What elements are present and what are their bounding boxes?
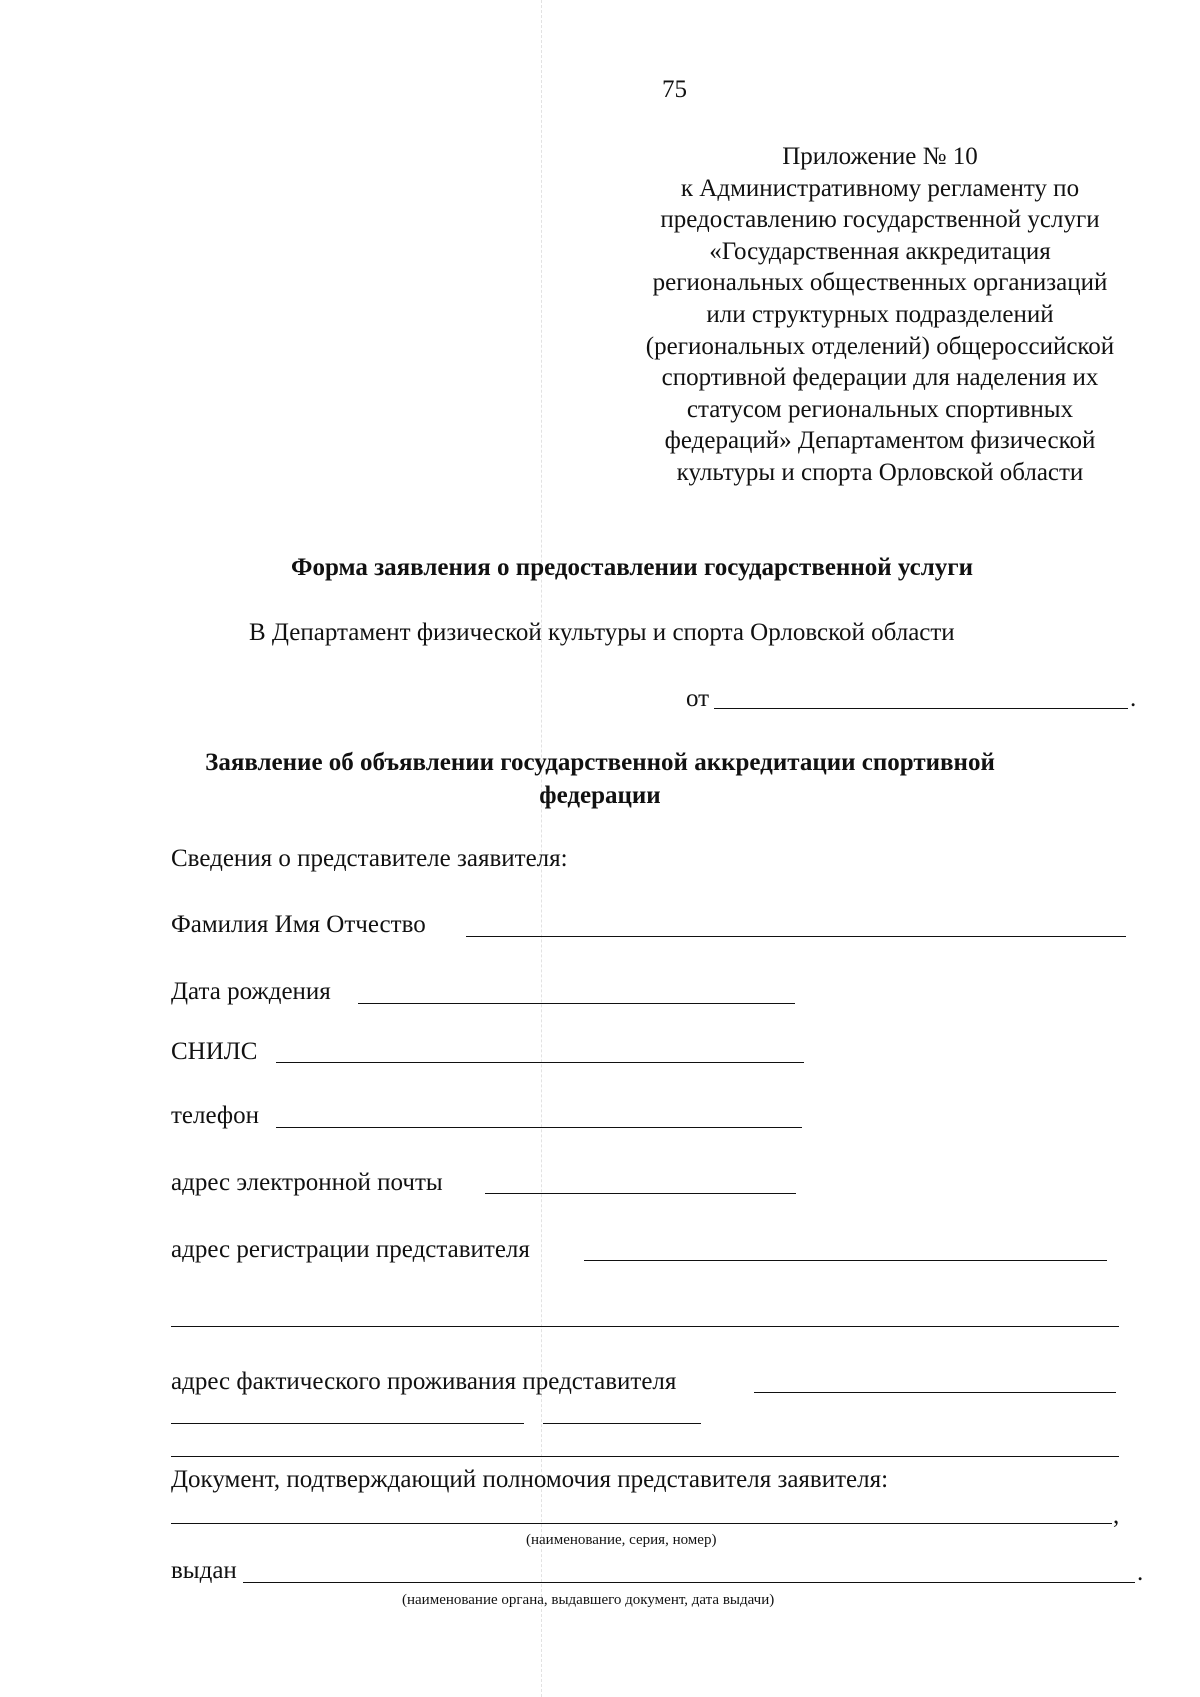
birth-date-field[interactable] (358, 1003, 795, 1004)
document-line-comma: , (1113, 1502, 1120, 1529)
phone-label: телефон (171, 1102, 259, 1129)
appendix-line: к Административному регламенту по (680, 174, 1080, 202)
actual-address-field-continued-2[interactable] (171, 1456, 1119, 1457)
document-label: Документ, подтверждающий полномочия представителя заявителя: (171, 1466, 889, 1493)
actual-address-field[interactable] (754, 1392, 1116, 1393)
from-label: от (686, 685, 710, 712)
form-title: Форма заявления о предоставлении государственной услуги (291, 554, 973, 581)
appendix-line: статусом региональных спортивных (686, 395, 1074, 423)
appendix-line: федераций» Департаментом физической (664, 427, 1096, 455)
full-name-label: Фамилия Имя Отчество (171, 911, 426, 938)
appendix-line: (региональных отделений) общероссийской (645, 332, 1115, 360)
page-number: 75 (662, 76, 687, 103)
appendix-line: «Государственная аккредитация (709, 237, 1051, 265)
phone-field[interactable] (276, 1127, 802, 1128)
appendix-line: спортивной федерации для наделения их (661, 364, 1099, 392)
document-field[interactable] (171, 1523, 1112, 1524)
issued-field[interactable] (243, 1582, 1135, 1583)
appendix-line: региональных общественных организаций (652, 269, 1108, 297)
full-name-field[interactable] (466, 936, 1126, 937)
issued-label: выдан (171, 1557, 237, 1584)
snils-field[interactable] (276, 1062, 804, 1063)
birth-date-label: Дата рождения (171, 978, 331, 1005)
actual-address-field-continued-a[interactable] (171, 1423, 524, 1424)
appendix-line: или структурных подразделений (706, 300, 1054, 328)
reg-address-field[interactable] (584, 1260, 1107, 1261)
appendix-line: Приложение № 10 (782, 143, 978, 170)
issued-end-dot: . (1137, 1559, 1144, 1586)
representative-heading: Сведения о представителе заявителя: (171, 845, 568, 872)
reg-address-label: адрес регистрации представителя (171, 1236, 530, 1263)
recipient-line: В Департамент физической культуры и спорта Орловской области (249, 619, 955, 646)
email-label: адрес электронной почты (171, 1169, 443, 1196)
document-caption: (наименование, серия, номер) (526, 1532, 717, 1548)
email-field[interactable] (485, 1193, 796, 1194)
appendix-line: культуры и спорта Орловской области (676, 458, 1084, 486)
snils-label: СНИЛС (171, 1038, 258, 1065)
actual-address-label: адрес фактического проживания представителя (171, 1368, 677, 1395)
statement-title-line2: федерации (539, 782, 661, 809)
actual-address-field-continued-b[interactable] (543, 1423, 701, 1424)
appendix-block (620, 141, 1140, 489)
from-end-dot: . (1130, 685, 1137, 712)
issued-caption: (наименование органа, выдавшего документ, дата выдачи) (402, 1592, 775, 1608)
statement-title-line1: Заявление об объявлении государственной аккредитации спортивной (205, 749, 995, 776)
reg-address-field-continued[interactable] (171, 1326, 1119, 1327)
appendix-line: предоставлению государственной услуги (660, 206, 1100, 234)
statement-title (150, 746, 1050, 812)
from-field[interactable] (714, 708, 1128, 709)
